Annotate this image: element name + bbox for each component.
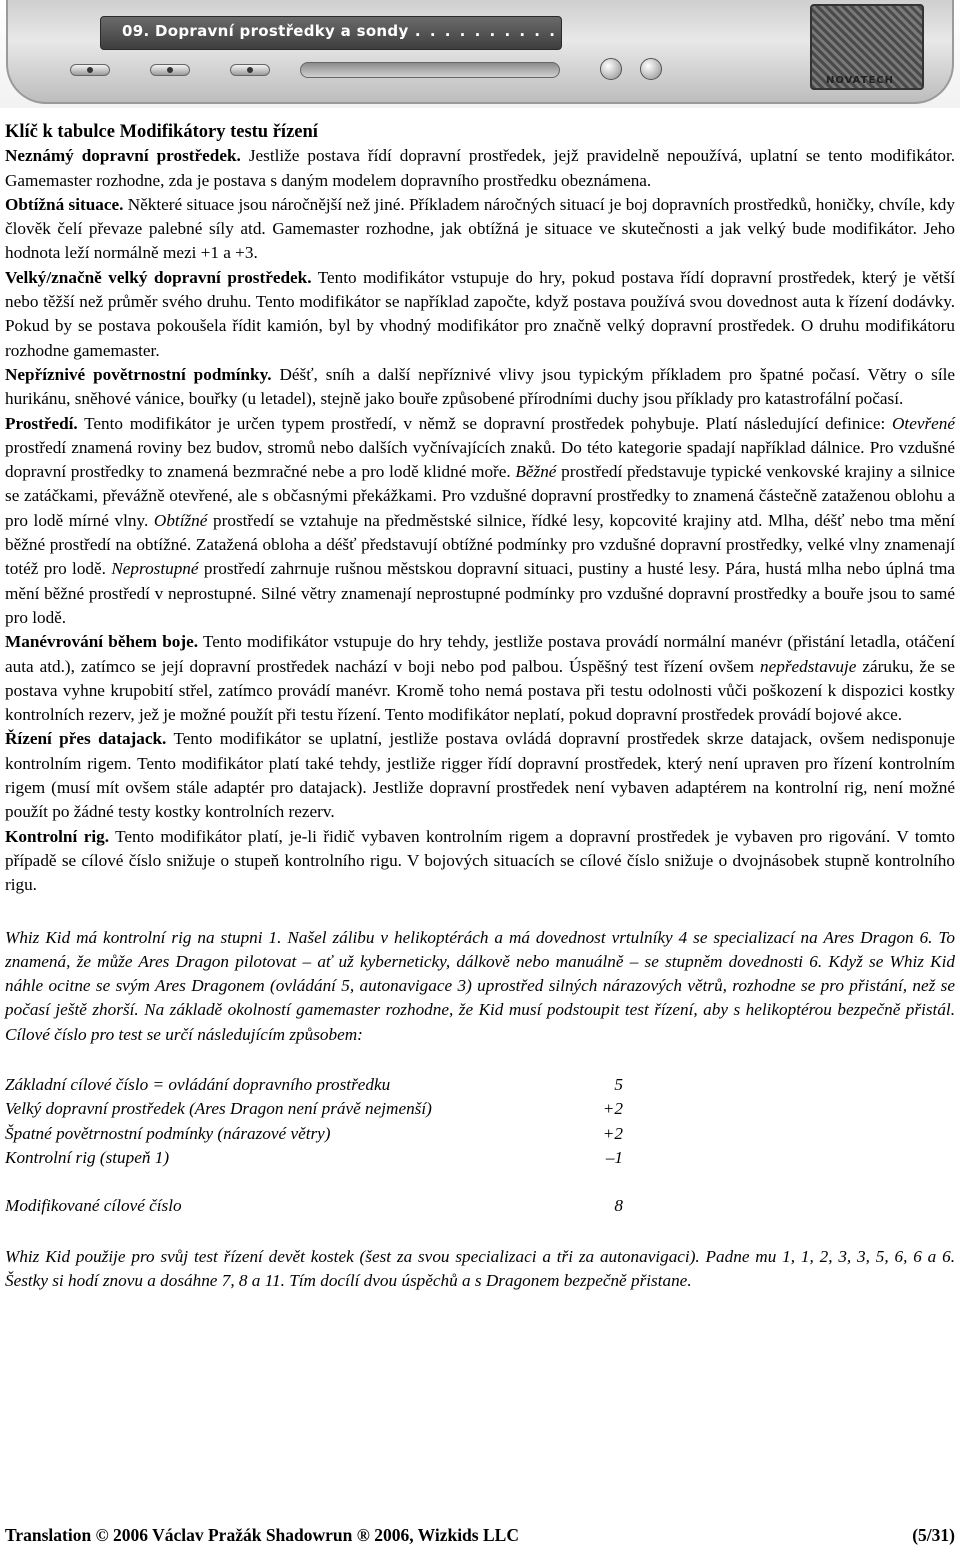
term: Velký/značně velký dopravní prostředek. [5, 267, 312, 287]
paragraph-text: Tento modifikátor vstupuje do hry tehdy, jestliže postava provádí normální manévr (přistání letadla, otáčení auta atd.), zatímco se její dopravní prostředek nachází v boji nebo pod palbou. Úspěšný test řízení ovšem [5, 632, 955, 676]
emphasis: Otevřené [892, 413, 955, 433]
emphasis: nepředstavuje [760, 656, 857, 676]
paragraph-text: prostředí představuje typické venkovské krajiny a silnice se zatáčkami, převážně otevřené, ale s občasnými překážkami. Pro vzdušné dopravní prostředky to znamená částečně zataženou oblohu a pro lodě mírné vlny. [5, 462, 955, 530]
emphasis: Běžné [515, 462, 557, 482]
term: Řízení přes datajack. [5, 729, 167, 749]
term: Nepříznivé povětrnostní podmínky. [5, 364, 272, 384]
banner-slider-track[interactable] [300, 62, 560, 78]
document-body [5, 120, 955, 1293]
calc-total-row [5, 1194, 623, 1218]
emphasis: Neprostupné [111, 559, 199, 579]
paragraph-datajack [5, 727, 955, 824]
calc-row [5, 1146, 623, 1170]
example-outro: Whiz Kid použije pro svůj test řízení devět kostek (šest za svou specializaci a tři za autonavigaci). Padne mu 1, 1, 2, 3, 3, 5, 6, 6 a 6. Šestky si hodí znovu a dosáhne 7, 8 a 11. Tím docílí dvou úspěchů a s Dragonem bezpečně přistane. [5, 1246, 955, 1291]
paragraph-text: Tento modifikátor vstupuje do hry, pokud postava řídí dopravní prostředek, který je větší nebo těžší než průměr svého druhu. Tento modifikátor se například započte, když postava používá svou dovednost auta k řízení dodávky. Pokud by se postava pokoušela řídit kamión, byl by vhodný modifikátor pro značně velký dopravní prostředek. O druhu modifikátoru rozhodne gamemaster. [5, 267, 955, 360]
calc-total-label: Modifikované cílové číslo [5, 1196, 182, 1216]
paragraph-text: záruku, že se postava vyhne krupobití střel, zatímco provádí manévr. Kromě toho nemá postava při testu odolnosti vůči poškození k dispozici kostky kontrolních rezerv, jež je možné použít při testu řízení. Tento modifikátor neplatí, pokud dopravní prostředek provádí bojové akce. [5, 656, 955, 725]
calc-row [5, 1073, 623, 1097]
paragraph-combat-maneuver [5, 630, 955, 727]
paragraph-text: Některé situace jsou náročnější než jiné. Příkladem náročných situací je boj dopravních prostředků, honičky, chvíle, kdy člověk čelí převaze palebné síly atd. Gamemaster rozhodne, jak obtížná je situace ve skutečnosti a jak velký bude modifikátor. Jeho hodnota leží normálně mezi +1 a +3. [5, 194, 955, 263]
paragraph-text: prostředí se vztahuje na předměstské silnice, řídké lesy, kopcovité krajiny atd. Mlha, déšť nebo tma mění běžné prostředí na obtížné. Zatažená obloha a déšť představují obtížné podmínky pro vzdušné dopravní prostředky, velké vlny znamenají totéž pro lodě. [5, 510, 955, 579]
footer-copyright: Translation © 2006 Václav Pražák Shadowrun ® 2006, Wizkids LLC [5, 1525, 519, 1545]
paragraph-difficult-situation [5, 193, 955, 266]
paragraph-terrain [5, 412, 955, 631]
term: Manévrování během boje. [5, 632, 198, 652]
paragraph-text: Tento modifikátor se uplatní, jestliže postava ovládá dopravní prostředek skrze datajack, ovšem nedisponuje kontrolním rigem. Tento modifikátor platí také tehdy, jestliže rigger řídí dopravní prostředek, který není upraven pro řízení kontrolním rigem (musí mít ovšem stále adaptér pro datajack). Jestliže dopravní prostředek není vybaven adaptérem na kontrolní rig, není možné použít po žádné testy kostky kontrolních rezerv. [5, 729, 955, 822]
novatech-logo-text: NOVATECH [826, 75, 894, 86]
calc-value: +2 [602, 1123, 623, 1143]
paragraph-large-vehicle [5, 266, 955, 363]
target-number-calculation [5, 1073, 623, 1219]
term: Prostředí. [5, 413, 78, 433]
calc-label: Kontrolní rig (stupeň 1) [5, 1147, 170, 1167]
paragraph-text: Déšť, sníh a další nepříznivé vlivy jsou typickým příkladem pro špatné počasí. Větry o síle hurikánu, sněhové vánice, bouřky (u letadel), stejně jako bouře způsobené přírodními duchy jsou příklady pro katastrofální počasí. [5, 364, 956, 409]
header-banner [0, 0, 960, 108]
paragraph-text: Tento modifikátor platí, je-li řidič vybaven kontrolním rigem a dopravní prostředek je vybaven pro rigování. V tomto případě se cílové číslo snižuje o stupeň kontrolního rigu. V bojových situacích se cílové číslo snižuje o dvojnásobek stupně kontrolního rigu. [5, 826, 956, 895]
banner-button-middle[interactable] [150, 64, 190, 76]
emphasis: Obtížné [153, 510, 208, 530]
calc-total-value: 8 [614, 1196, 623, 1216]
banner-button-left[interactable] [70, 64, 110, 76]
banner-knob-right[interactable] [640, 58, 662, 80]
paragraph-text: prostředí znamená roviny bez budov, stromů nebo dalších vyčnívajících znaků. Do této kategorie spadají například dálnice. Pro vzdušné dopravní prostředky to znamená bezmračné nebe a pro lodě klidné moře. [5, 437, 955, 482]
calc-row [5, 1122, 623, 1146]
page-number: (5/31) [912, 1525, 955, 1545]
example-intro: Whiz Kid má kontrolní rig na stupni 1. Našel zálibu v helikoptérách a má dovednost vrtulníky 4 se specializací na Ares Dragon 6. To znamená, že může Ares Dragon pilotovat – ať už kyberneticky, dálkově nebo manuálně – se stupněm dovednosti 6. Když se Whiz Kid náhle ocitne se svým Ares Dragonem (ovládání 5, autonavigace 3) uprostřed silných nárazových větrů, rozhodne se pro přistání, než se počasí ještě zhorší. Na základě okolností gamemaster rozhodne, že Kid musí podstoupit test řízení, aby s helikoptérou bezpečně přistál. Cílové číslo pro test se určí následujícím způsobem: [5, 927, 955, 1044]
calc-label: Špatné povětrnostní podmínky (nárazové větry) [5, 1123, 331, 1143]
section-title: Klíč k tabulce Modifikátory testu řízení [5, 122, 318, 142]
calc-value: 5 [614, 1074, 623, 1094]
banner-knob-left[interactable] [600, 58, 622, 80]
calc-row [5, 1097, 623, 1121]
calc-label: Velký dopravní prostředek (Ares Dragon není právě nejmenší) [5, 1099, 432, 1119]
paragraph-text: Tento modifikátor je určen typem prostředí, v němž se dopravní prostředek pohybuje. Platí následující definice: [77, 413, 892, 433]
paragraph-control-rig [5, 825, 955, 898]
calc-label: Základní cílové číslo = ovládání dopravního prostředku [5, 1074, 391, 1094]
paragraph-unknown-vehicle [5, 144, 955, 193]
paragraph-bad-weather [5, 363, 955, 412]
term: Neznámý dopravní prostředek. [5, 146, 241, 166]
chapter-title-dots: . . . . . . . . . . . [400, 22, 557, 40]
banner-button-right[interactable] [230, 64, 270, 76]
term: Obtížná situace. [5, 194, 124, 214]
calc-value: +2 [602, 1099, 623, 1119]
paragraph-text: Jestliže postava řídí dopravní prostředek, jejž pravidelně nepoužívá, uplatní se tento modifikátor. Gamemaster rozhodne, zda je postava s daným modelem dopravního prostředku obeznámena. [5, 146, 956, 190]
page-footer [5, 1524, 955, 1546]
chapter-title: 09. Dopravní prostředky a sondy [122, 22, 409, 40]
paragraph-text: prostředí zahrnuje rušnou městskou dopravní situaci, pustiny a husté lesy. Pára, hustá mlha nebo úplná tma mění běžné prostředí v neprostupné. Silné větry znamenají neprostupné podmínky pro vzdušné dopravní prostředky a bouře jsou to samé pro lodě. [5, 559, 956, 627]
term: Kontrolní rig. [5, 826, 109, 846]
calc-value: –1 [605, 1147, 623, 1167]
